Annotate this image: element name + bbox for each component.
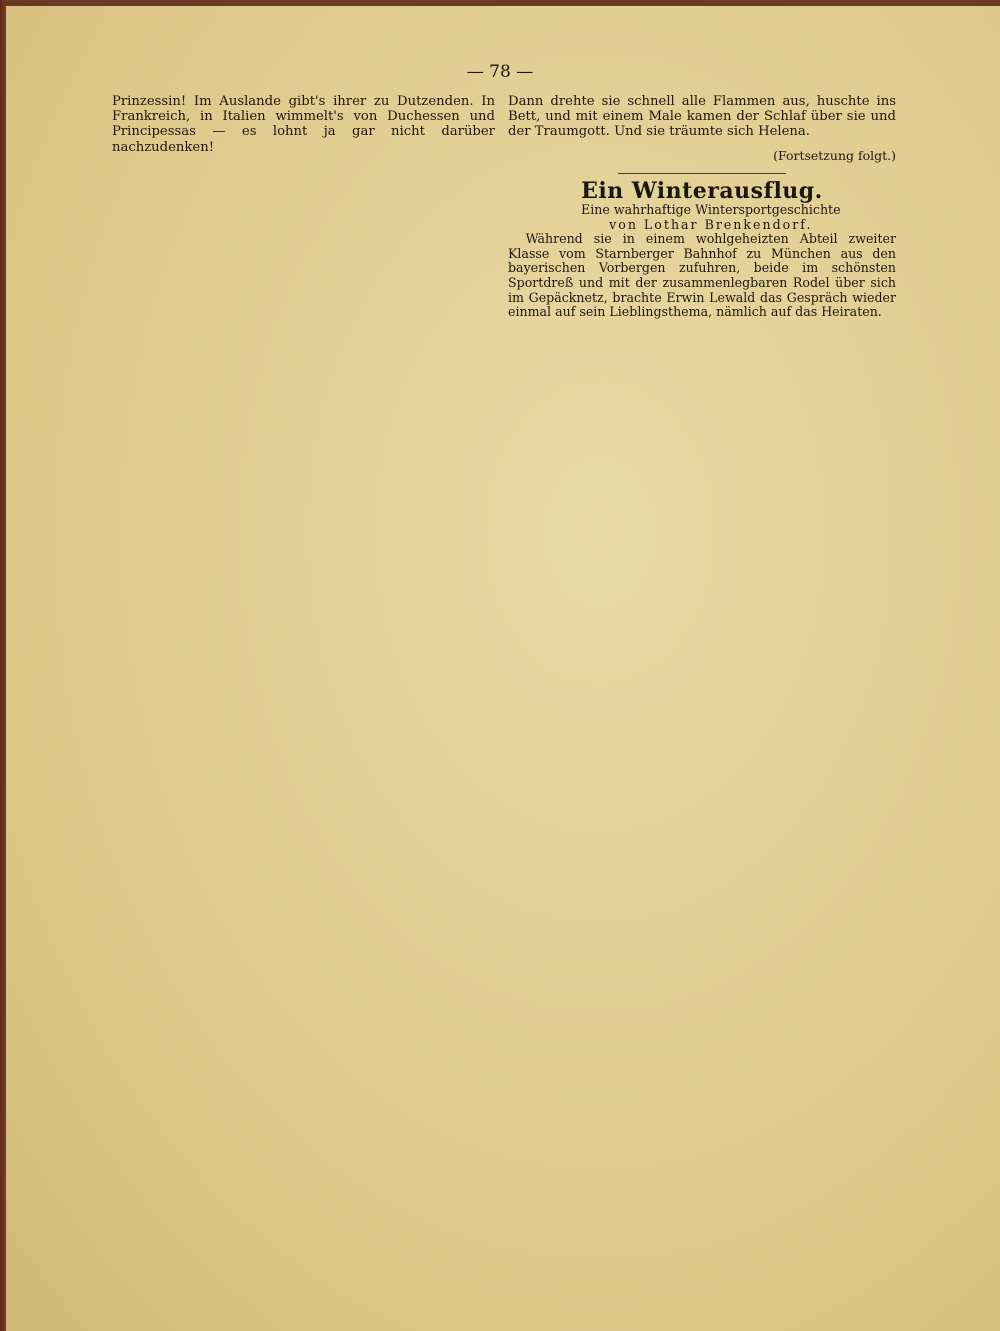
story-subtitle: Eine wahrhaftige Wintersportgeschichte (581, 202, 841, 218)
story-paragraph: Während sie in einem wohlgeheizten Abteil zweiter Klasse vom Starnberger Bahnhof zu München aus den bayerischen Vorbergen zufuhren, beide im schönsten Sportdreß und mit der zusammenlegbaren Rodel über sich im Gepäcknetz, brachte Erwin Lewald das Gespräch wieder einmal auf sein Lieblingsthema, nämlich auf das Heiraten. (508, 231, 896, 320)
story-title: Ein Winterausflug. (581, 177, 823, 204)
left-paragraph: Prinzessin! Im Auslande gibt's ihrer zu Dutzenden. In Frankreich, in Italien wimmelt's von Duchessen und Principessas — es lohnt ja gar nicht darüber nachzudenken! (112, 94, 495, 155)
continuation-note: (Fortsetzung folgt.) (773, 147, 896, 163)
left-column (112, 94, 495, 155)
section-divider (618, 173, 786, 174)
page-number: — 78 — (466, 62, 534, 82)
book-binding (0, 0, 6, 1331)
story-section (508, 177, 896, 320)
right-column (508, 94, 896, 320)
top-edge (6, 0, 1000, 6)
story-author: von Lothar Brenkendorf. (609, 216, 813, 232)
right-paragraph: Dann drehte sie schnell alle Flammen aus, huschte ins Bett, und mit einem Male kamen der Schlaf über sie und der Traumgott. Und sie träumte sich Helena. (508, 94, 896, 140)
